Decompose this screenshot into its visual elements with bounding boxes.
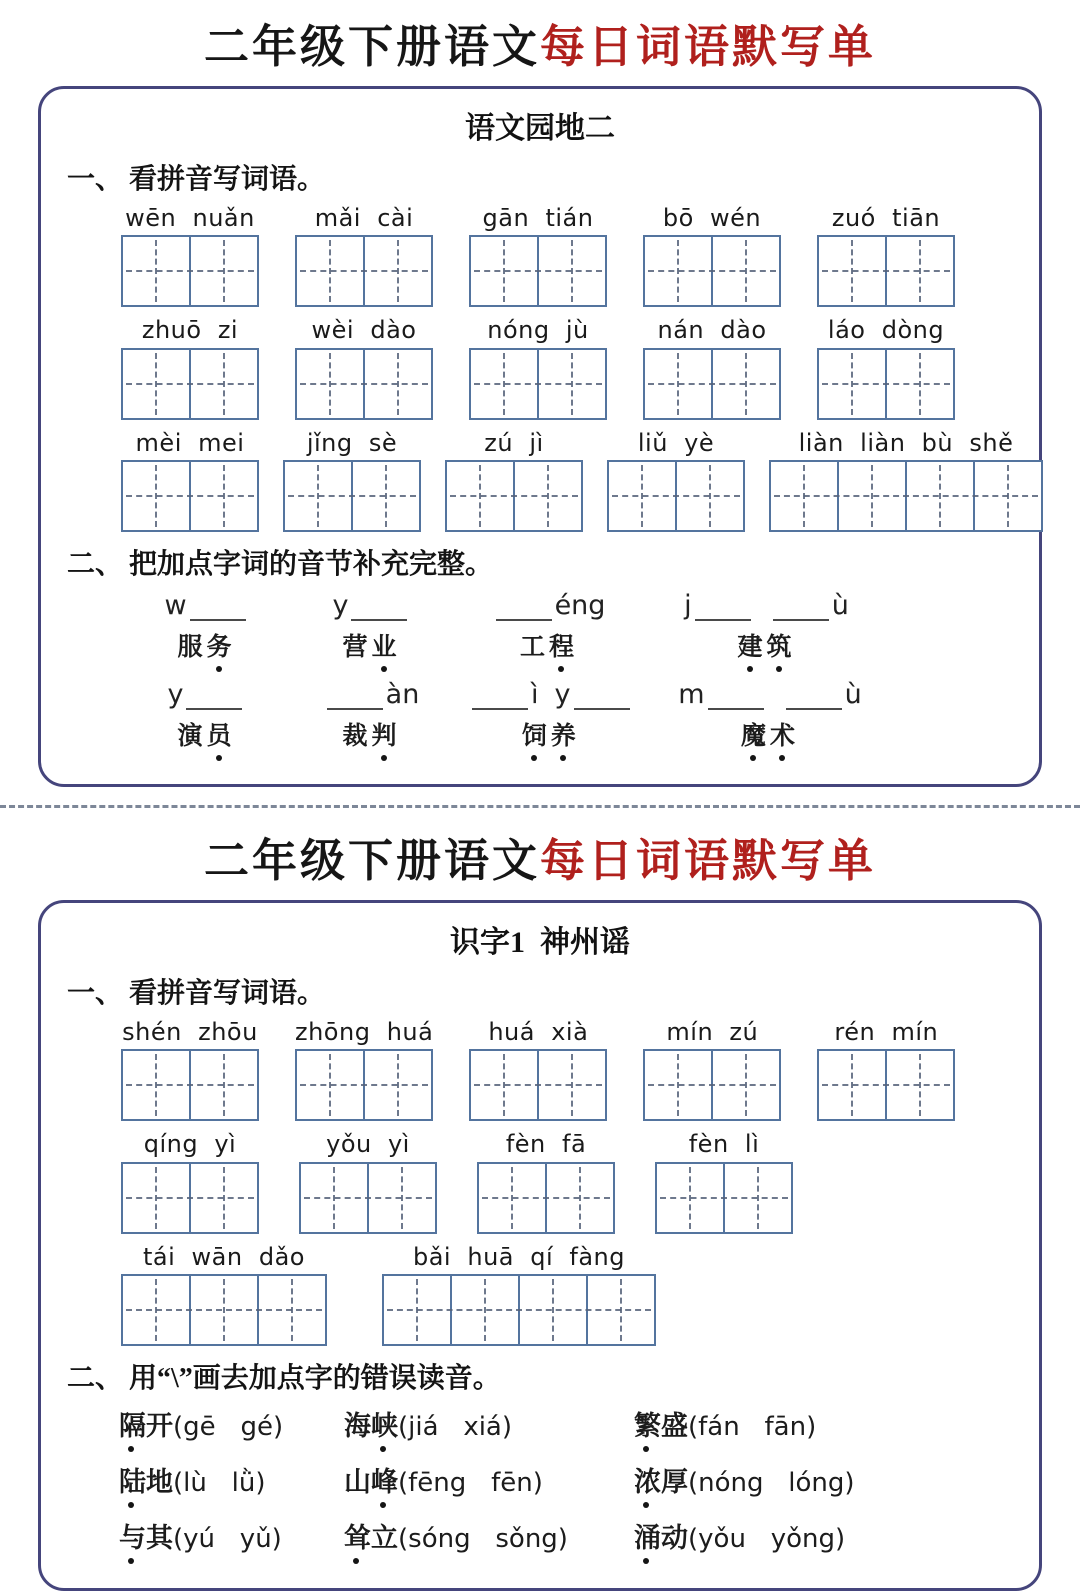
word-char: 盛 — [661, 1410, 688, 1441]
word-char: 营 — [342, 633, 372, 661]
grid-cell — [191, 1276, 259, 1344]
misread-item — [634, 1460, 1019, 1499]
misread-item — [344, 1516, 634, 1555]
grid-cell — [887, 350, 953, 418]
pinyin-label: bō wén — [662, 203, 762, 232]
grid-cell — [539, 350, 605, 418]
word-char: 养 — [551, 716, 580, 752]
question-1-heading — [67, 157, 1019, 197]
word-char: 员 — [207, 716, 236, 752]
pinyin-item — [477, 1131, 615, 1233]
main-title — [0, 0, 1080, 74]
target-word — [342, 627, 400, 663]
target-word — [177, 716, 235, 752]
fill-pinyin — [333, 590, 411, 621]
grid-cell — [975, 462, 1041, 530]
word-char: 厚 — [661, 1466, 688, 1497]
grid-cell — [839, 462, 907, 530]
pinyin-label: rén mín — [834, 1017, 939, 1046]
grid-cell — [123, 350, 191, 418]
worksheet-section-1 — [0, 0, 1080, 787]
target-word — [741, 716, 799, 752]
question-text: 把加点字词的音节补充完整。 — [129, 548, 494, 580]
word-char: 其 — [146, 1522, 173, 1553]
fill-row — [139, 679, 1019, 752]
word-char: 工 — [519, 633, 549, 661]
writing-grid — [469, 348, 607, 420]
word-char: 魔 — [741, 716, 770, 752]
pinyin-blank — [472, 680, 528, 710]
writing-grid — [121, 1049, 259, 1121]
worksheet-section-2 — [0, 814, 1080, 1591]
misread-rows — [61, 1404, 1019, 1555]
pinyin-item — [643, 1019, 781, 1121]
question-number: 一、 — [67, 163, 124, 195]
misread-readings: (gē gé) — [173, 1411, 284, 1442]
lesson-title-1: 语文园地二 — [465, 111, 615, 145]
word-char: 演 — [177, 723, 207, 751]
pinyin-text: m — [678, 678, 705, 710]
grid-cell — [447, 462, 515, 530]
misread-item — [634, 1404, 1019, 1443]
fill-pinyin — [324, 679, 420, 710]
grid-cell — [479, 1164, 547, 1232]
pinyin-grid-rows-2 — [61, 1019, 1019, 1346]
word-char: 耸 — [344, 1516, 371, 1555]
pinyin-label: huá xià — [488, 1017, 589, 1046]
pinyin-label: láo dòng — [827, 316, 945, 345]
pinyin-row — [121, 317, 1019, 419]
grid-cell — [609, 462, 677, 530]
pinyin-blank — [351, 591, 407, 621]
pinyin-text: ù — [831, 589, 849, 621]
writing-grid — [121, 1162, 259, 1234]
word-char: 隔 — [119, 1404, 146, 1443]
pinyin-label: zhōng huá — [295, 1017, 434, 1046]
pinyin-item — [817, 1019, 955, 1121]
writing-grid — [817, 348, 955, 420]
grid-cell — [520, 1276, 588, 1344]
pinyin-label: tái wān dǎo — [143, 1242, 305, 1271]
grid-cell — [297, 237, 365, 305]
worksheet-box-1 — [38, 86, 1042, 787]
question-2-heading — [67, 542, 1019, 582]
writing-grid — [382, 1274, 656, 1346]
grid-cell — [887, 237, 953, 305]
grid-cell — [365, 350, 431, 418]
writing-grid — [299, 1162, 437, 1234]
word-char: 筑 — [767, 627, 796, 663]
writing-grid — [477, 1162, 615, 1234]
grid-cell — [191, 462, 257, 530]
pinyin-item — [121, 1019, 259, 1121]
pinyin-text: y — [167, 678, 184, 710]
pinyin-item — [121, 1131, 259, 1233]
pinyin-label: zú jì — [484, 428, 544, 457]
main-title-black: 二年级下册语文 — [203, 22, 540, 72]
grid-cell — [123, 1164, 191, 1232]
misread-item — [119, 1460, 344, 1499]
misread-item — [119, 1404, 344, 1443]
grid-cell — [365, 237, 431, 305]
grid-cell — [471, 237, 539, 305]
target-word — [520, 627, 578, 663]
fill-item — [469, 679, 633, 752]
pinyin-label: nán dào — [657, 316, 767, 345]
word-char: 山 — [344, 1466, 371, 1497]
word-char: 裁 — [342, 723, 372, 751]
pinyin-label: liàn liàn bù shě — [798, 428, 1014, 457]
pinyin-blank — [327, 680, 383, 710]
misread-readings: (sóng sǒng) — [398, 1523, 568, 1554]
pinyin-row — [121, 1244, 1019, 1346]
misread-row — [119, 1460, 1019, 1499]
pinyin-row — [121, 1019, 1019, 1121]
writing-grid — [469, 235, 607, 307]
writing-grid — [607, 460, 745, 532]
pinyin-text: éng — [554, 589, 606, 621]
grid-cell — [384, 1276, 452, 1344]
fill-row — [139, 590, 1019, 663]
pinyin-item — [295, 205, 433, 307]
grid-cell — [819, 350, 887, 418]
pinyin-item — [469, 1019, 607, 1121]
target-word — [177, 627, 235, 663]
fill-item — [304, 590, 439, 663]
pinyin-label: zhuō zi — [141, 316, 239, 345]
lesson-title-2: 识字1 神州谣 — [450, 925, 630, 959]
pinyin-blank — [574, 680, 630, 710]
fill-pinyin — [469, 679, 633, 710]
section-separator — [0, 805, 1080, 808]
word-char: 海 — [344, 1410, 371, 1441]
pinyin-label: bǎi huā qí fàng — [412, 1242, 625, 1271]
grid-cell — [353, 462, 419, 530]
grid-cell — [713, 237, 779, 305]
pinyin-blank — [773, 591, 829, 621]
writing-grid — [121, 460, 259, 532]
main-title — [0, 814, 1080, 888]
word-char: 业 — [372, 627, 401, 663]
writing-grid — [643, 1049, 781, 1121]
misread-item — [634, 1516, 1019, 1555]
misread-readings: (yǒu yǒng) — [688, 1523, 846, 1554]
misread-readings: (fēng fēn) — [398, 1467, 543, 1498]
grid-cell — [471, 1051, 539, 1119]
main-title-black: 二年级下册语文 — [203, 836, 540, 887]
grid-cell — [123, 462, 191, 530]
writing-grid — [121, 235, 259, 307]
question-2-heading — [67, 1356, 1019, 1396]
word-char: 程 — [549, 627, 578, 663]
question-number: 二、 — [67, 1362, 124, 1394]
word-char: 务 — [207, 627, 236, 663]
pinyin-row — [121, 430, 1019, 532]
pinyin-label: wēn nuǎn — [125, 203, 255, 232]
word-char: 陆 — [119, 1460, 146, 1499]
fill-item — [663, 679, 878, 752]
pinyin-row — [121, 1131, 1019, 1233]
pinyin-row — [121, 205, 1019, 307]
misread-readings: (jiá xiá) — [398, 1411, 513, 1442]
grid-cell — [713, 1051, 779, 1119]
word-char: 开 — [146, 1410, 173, 1441]
question-text: 看拼音写词语。 — [129, 163, 326, 195]
pinyin-label: mǎi cài — [314, 203, 414, 232]
word-char: 动 — [661, 1522, 688, 1553]
word-char: 术 — [770, 716, 799, 752]
fill-pinyin — [168, 679, 246, 710]
pinyin-item — [299, 1131, 437, 1233]
writing-grid — [643, 235, 781, 307]
grid-cell — [539, 1051, 605, 1119]
pinyin-item — [655, 1131, 793, 1233]
syllable-fill-rows — [61, 590, 1019, 752]
pinyin-label: nóng jù — [487, 316, 589, 345]
pinyin-label: mín zú — [666, 1017, 759, 1046]
fill-item — [659, 590, 874, 663]
grid-cell — [123, 1276, 191, 1344]
pinyin-label: qíng yì — [143, 1130, 237, 1159]
grid-cell — [515, 462, 581, 530]
pinyin-text: j — [684, 589, 692, 621]
word-char: 判 — [372, 716, 401, 752]
pinyin-item — [283, 430, 421, 532]
grid-cell — [907, 462, 975, 530]
grid-cell — [301, 1164, 369, 1232]
writing-grid — [817, 235, 955, 307]
fill-pinyin — [684, 590, 849, 621]
word-char: 服 — [177, 633, 207, 661]
grid-cell — [771, 462, 839, 530]
pinyin-item — [469, 317, 607, 419]
misread-readings: (fán fān) — [688, 1411, 817, 1442]
misread-readings: (yú yǔ) — [173, 1523, 282, 1554]
word-char: 饲 — [522, 716, 551, 752]
question-number: 二、 — [67, 548, 124, 580]
grid-cell — [297, 350, 365, 418]
grid-cell — [297, 1051, 365, 1119]
pinyin-label: mèi mei — [135, 428, 245, 457]
grid-cell — [471, 350, 539, 418]
pinyin-item — [643, 205, 781, 307]
main-title-red: 每日词语默写单 — [540, 22, 877, 72]
pinyin-blank — [186, 680, 242, 710]
target-word — [522, 716, 580, 752]
fill-item — [139, 679, 274, 752]
fill-pinyin — [678, 679, 861, 710]
fill-pinyin — [493, 590, 606, 621]
grid-cell — [191, 350, 257, 418]
pinyin-text: w — [164, 589, 187, 621]
pinyin-item — [607, 430, 745, 532]
target-word — [737, 627, 795, 663]
pinyin-item — [295, 1019, 433, 1121]
pinyin-label: fèn fā — [505, 1130, 587, 1159]
word-char: 浓 — [634, 1460, 661, 1499]
question-text: 看拼音写词语。 — [129, 977, 326, 1009]
word-char: 峰 — [371, 1460, 398, 1499]
grid-cell — [452, 1276, 520, 1344]
grid-cell — [369, 1164, 435, 1232]
misread-readings: (lù lǜ) — [173, 1467, 266, 1498]
pinyin-text: y — [554, 678, 571, 710]
pinyin-label: shén zhōu — [122, 1017, 258, 1046]
pinyin-label: wèi dào — [311, 316, 417, 345]
grid-cell — [123, 237, 191, 305]
pinyin-blank — [695, 591, 751, 621]
grid-cell — [365, 1051, 431, 1119]
pinyin-item — [121, 205, 259, 307]
pinyin-label: liǔ yè — [637, 428, 715, 457]
writing-grid — [643, 348, 781, 420]
pinyin-item — [382, 1244, 656, 1346]
misread-row — [119, 1404, 1019, 1443]
fill-item — [139, 590, 274, 663]
grid-cell — [725, 1164, 791, 1232]
grid-cell — [547, 1164, 613, 1232]
question-text: 用“\”画去加点字的错误读音。 — [129, 1362, 501, 1394]
writing-grid — [445, 460, 583, 532]
writing-grid — [283, 460, 421, 532]
pinyin-text: ù — [844, 678, 862, 710]
misread-item — [344, 1460, 634, 1499]
pinyin-text: y — [332, 589, 349, 621]
grid-cell — [713, 350, 779, 418]
fill-item — [304, 679, 439, 752]
writing-grid — [121, 1274, 327, 1346]
grid-cell — [677, 462, 743, 530]
target-word — [342, 716, 400, 752]
misread-item — [119, 1516, 344, 1555]
writing-grid — [655, 1162, 793, 1234]
pinyin-label: gān tián — [482, 203, 594, 232]
pinyin-label: zuó tiān — [831, 203, 941, 232]
grid-cell — [819, 237, 887, 305]
question-number: 一、 — [67, 977, 124, 1009]
pinyin-text: àn — [385, 678, 420, 710]
grid-cell — [123, 1051, 191, 1119]
grid-cell — [191, 1051, 257, 1119]
pinyin-item — [469, 205, 607, 307]
grid-cell — [539, 237, 605, 305]
pinyin-blank — [190, 591, 246, 621]
word-char: 立 — [371, 1522, 398, 1553]
question-1-heading — [67, 971, 1019, 1011]
pinyin-item — [769, 430, 1043, 532]
grid-cell — [191, 1164, 257, 1232]
pinyin-item — [817, 317, 955, 419]
pinyin-item — [121, 317, 259, 419]
fill-item — [469, 590, 629, 663]
word-char: 地 — [146, 1466, 173, 1497]
pinyin-text: ì — [531, 678, 539, 710]
word-char: 建 — [737, 627, 766, 663]
writing-grid — [295, 1049, 433, 1121]
grid-cell — [645, 237, 713, 305]
pinyin-item — [817, 205, 955, 307]
grid-cell — [259, 1276, 325, 1344]
writing-grid — [469, 1049, 607, 1121]
grid-cell — [645, 350, 713, 418]
pinyin-item — [445, 430, 583, 532]
pinyin-item — [295, 317, 433, 419]
fill-pinyin — [164, 590, 248, 621]
pinyin-blank — [786, 680, 842, 710]
misread-item — [344, 1404, 634, 1443]
grid-cell — [285, 462, 353, 530]
pinyin-label: yǒu yì — [326, 1130, 410, 1159]
pinyin-item — [121, 1244, 327, 1346]
grid-cell — [645, 1051, 713, 1119]
misread-row — [119, 1516, 1019, 1555]
pinyin-item — [643, 317, 781, 419]
word-char: 峡 — [371, 1404, 398, 1443]
pinyin-grid-rows-1 — [61, 205, 1019, 532]
pinyin-blank — [496, 591, 552, 621]
writing-grid — [121, 348, 259, 420]
grid-cell — [657, 1164, 725, 1232]
writing-grid — [769, 460, 1043, 532]
writing-grid — [817, 1049, 955, 1121]
pinyin-label: fèn lì — [688, 1130, 760, 1159]
grid-cell — [819, 1051, 887, 1119]
word-char: 繁 — [634, 1404, 661, 1443]
main-title-red: 每日词语默写单 — [540, 836, 877, 887]
grid-cell — [588, 1276, 654, 1344]
word-char: 与 — [119, 1516, 146, 1555]
grid-cell — [191, 237, 257, 305]
pinyin-blank — [708, 680, 764, 710]
grid-cell — [887, 1051, 953, 1119]
writing-grid — [295, 348, 433, 420]
pinyin-label: jǐng sè — [306, 428, 398, 457]
worksheet-box-2 — [38, 900, 1042, 1591]
pinyin-item — [121, 430, 259, 532]
writing-grid — [295, 235, 433, 307]
misread-readings: (nóng lóng) — [688, 1467, 855, 1498]
word-char: 涌 — [634, 1516, 661, 1555]
